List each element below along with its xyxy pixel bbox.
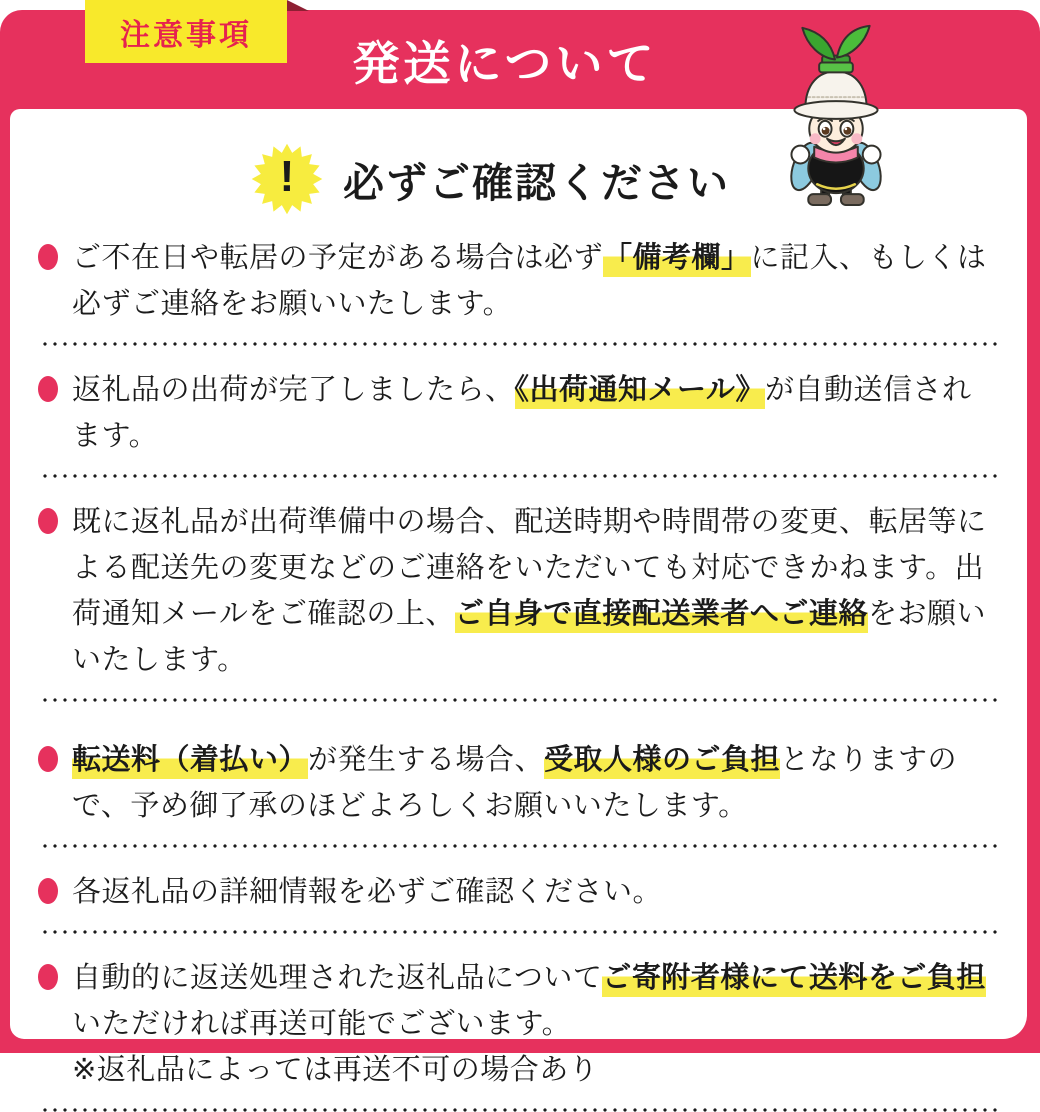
notice-item (38, 869, 999, 915)
dotted-separator (40, 930, 997, 934)
text-segment: 返礼品の出荷が完了しましたら、 (72, 374, 515, 406)
dotted-separator (40, 844, 997, 848)
dotted-separator (40, 698, 997, 702)
note-line: ※返礼品によっては再送不可の場合あり (72, 1054, 599, 1086)
notice-text (72, 367, 999, 459)
notice-text (72, 235, 999, 327)
dotted-separator (40, 474, 997, 478)
notice-list (38, 235, 999, 1112)
mascot-illustration (781, 12, 891, 210)
notice-text (72, 955, 999, 1047)
dotted-separator (40, 1108, 997, 1112)
text-segment: ご不在日や転居の予定がある場合は必ず (72, 242, 604, 274)
sprout-hat-mascot (781, 12, 891, 210)
text-segment: が発生する場合、 (308, 744, 545, 776)
exclamation-burst-icon (251, 143, 323, 215)
text-segment: 既に返礼品が出荷準備中の場合、配送時期や時間帯の変更、転居等による配送先の変更などのご連絡をいただいても対応できかねます。出荷通知メールをご確認の上、 (72, 506, 987, 630)
highlighted-phrase: 「備考欄」 (603, 242, 751, 277)
highlighted-phrase: ご自身で直接配送業者へご連絡 (455, 598, 868, 633)
highlighted-phrase: 《出荷通知メール》 (515, 374, 765, 409)
confirm-heading: 必ずご確認ください (343, 159, 730, 206)
highlighted-phrase: 受取人様のご負担 (544, 744, 780, 779)
notice-item (38, 723, 999, 829)
notice-item (38, 235, 999, 327)
notice-text (72, 499, 999, 683)
notice-item (38, 499, 999, 683)
text-segment: となりますので、予め御了承のほどよろしくお願いいたします。 (72, 744, 958, 822)
caution-badge (85, 0, 287, 63)
highlighted-phrase: 転送料（着払い） (72, 744, 308, 779)
text-segment: 自動的に返送処理された返礼品について (72, 962, 603, 994)
text-segment: 各返礼品の詳細情報を必ずご確認ください。 (72, 876, 663, 908)
text-segment: が自動送信されます。 (72, 374, 972, 452)
caution-badge-label: 注意事項 (120, 18, 252, 52)
text-segment: いただければ再送可能でございます。 (72, 1008, 572, 1040)
highlighted-phrase: ご寄附者様にて送料をご負担 (602, 962, 986, 997)
content-area (10, 109, 1027, 1086)
text-segment: をお願いいたします。 (72, 598, 986, 676)
notice-text (72, 869, 999, 915)
dotted-separator (40, 342, 997, 346)
notice-item (38, 367, 999, 459)
text-segment: に記入、もしくは必ずご連絡をお願いいたします。 (72, 242, 987, 320)
notice-text (72, 737, 999, 829)
exclamation-mark: ! (279, 152, 295, 201)
notice-item (38, 955, 999, 1093)
page-title: 発送について (352, 36, 658, 90)
